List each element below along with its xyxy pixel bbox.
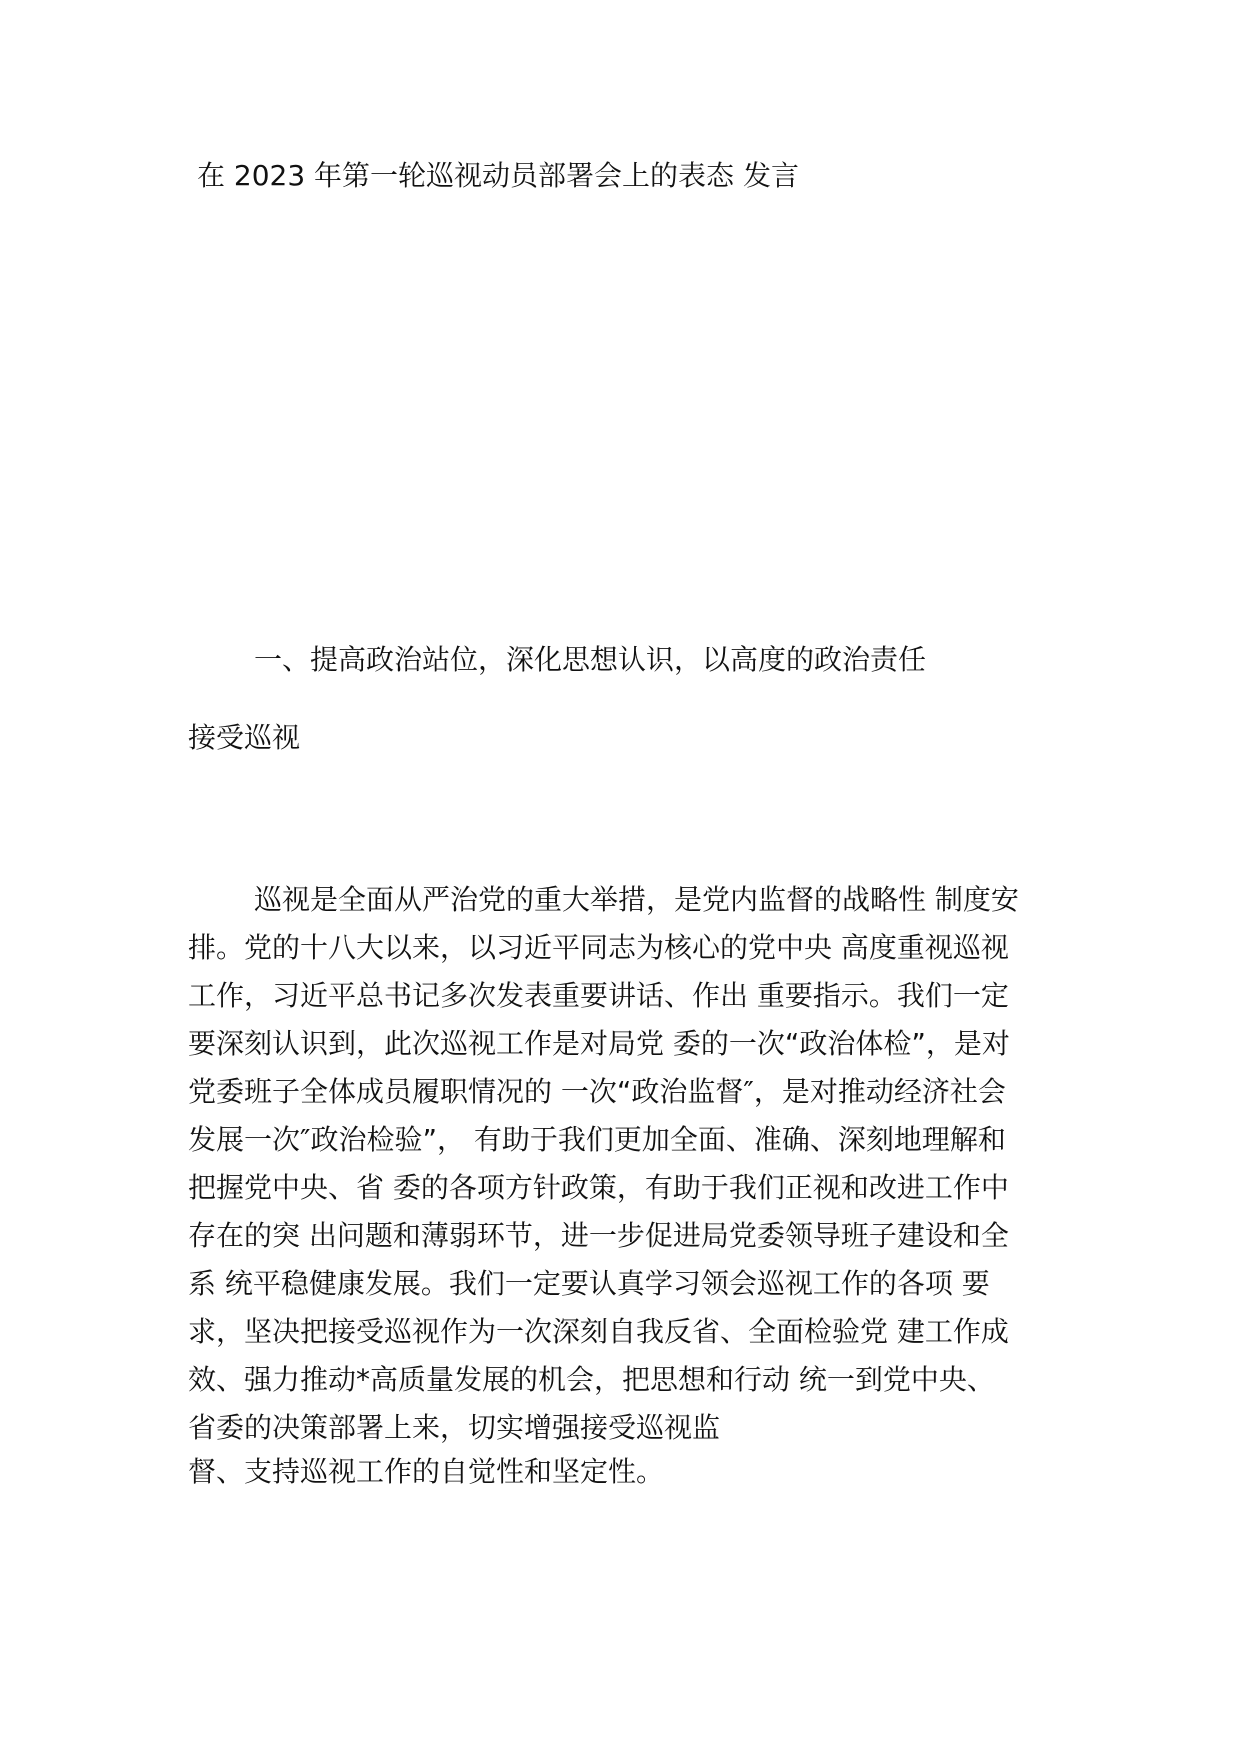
document-title: 在 2023 年第一轮巡视动员部署会上的表态 发言 [197,159,799,192]
section-heading-line-1: 一、提高政治站位，深化思想认识，以高度的政治责任 [254,643,927,676]
body-line: 效、强力推动*高质量发展的机会，把思想和行动 统一到党中央、 [188,1363,995,1396]
body-line: 把握党中央、省 委的各项方针政策，有助于我们正视和改进工作中 [188,1171,1009,1204]
body-line: 要深刻认识到，此次巡视工作是对局党 委的一次“政治体检”，是对 [188,1027,1010,1060]
body-line: 省委的决策部署上来，切实增强接受巡视监 [188,1411,721,1444]
body-line: 工作，习近平总书记多次发表重要讲话、作出 重要指示。我们一定 [188,979,1009,1012]
body-paragraph [188,876,1068,1452]
body-line: 存在的突 出问题和薄弱环节，进一步促进局党委领导班子建设和全 [188,1219,1009,1252]
body-line: 求，坚决把接受巡视作为一次深刻自我反省、全面检验党 建工作成 [188,1315,1009,1348]
section-heading-line-2: 接受巡视 [188,721,301,754]
body-line: 发展一次″政治检验”， 有助于我们更加全面、准确、深刻地理解和 [188,1123,1006,1156]
body-last-line: 督、支持巡视工作的自觉性和坚定性。 [188,1455,665,1488]
body-line: 系 统平稳健康发展。我们一定要认真学习领会巡视工作的各项 要 [188,1267,990,1300]
body-line: 党委班子全体成员履职情况的 一次“政治监督″，是对推动经济社会 [188,1075,1006,1108]
body-line: 排。党的十八大以来，以习近平同志为核心的党中央 高度重视巡视 [188,931,1009,964]
body-line: 巡视是全面从严治党的重大举措，是党内监督的战略性 制度安 [254,883,1019,916]
